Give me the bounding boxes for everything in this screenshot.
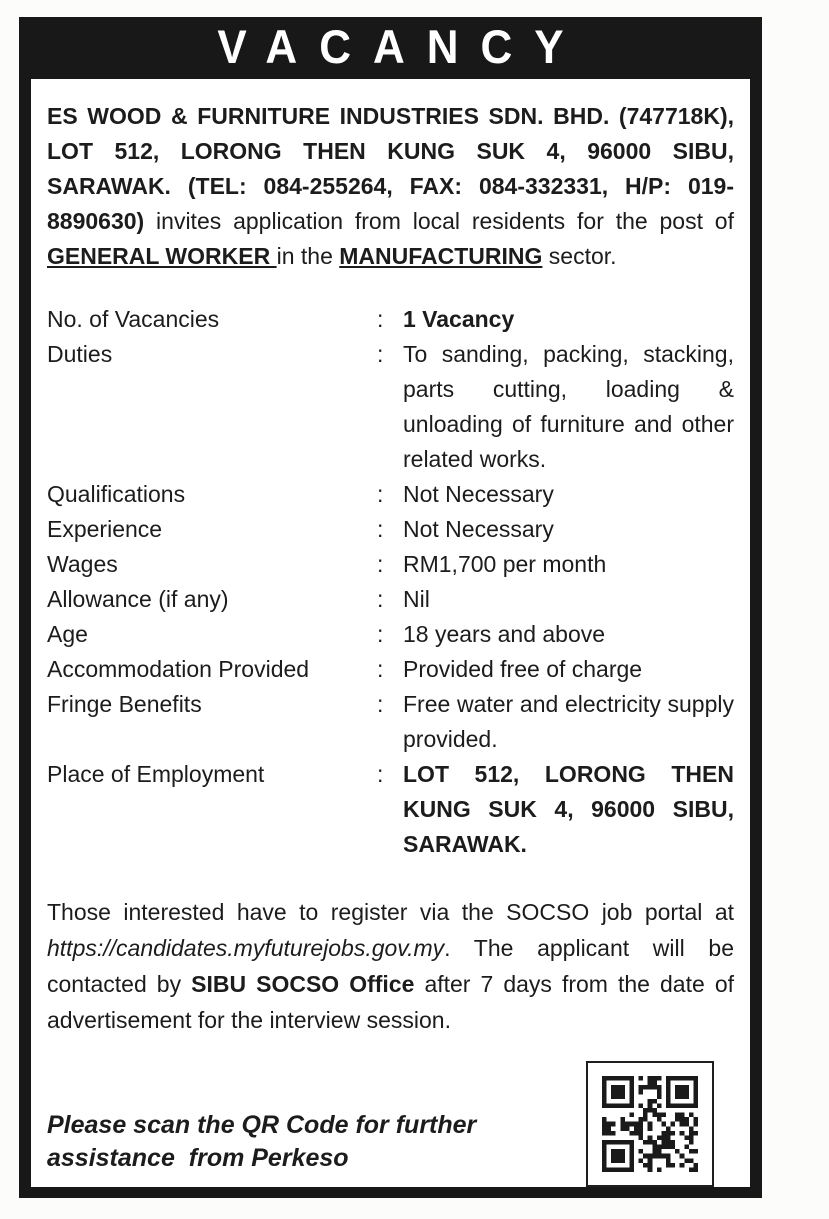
registration-text-2: . The applicant will be contacted by bbox=[47, 935, 734, 997]
detail-value: Free water and electricity supply provided. bbox=[403, 691, 734, 752]
detail-label: Age bbox=[47, 621, 88, 647]
detail-colon: : bbox=[377, 341, 384, 367]
detail-row bbox=[47, 652, 734, 687]
company-info: ES WOOD & FURNITURE INDUSTRIES SDN. BHD. (747718K), LOT 512, LORONG THEN KUNG SUK 4, 96000 SIBU, SARAWAK. (TEL: 084-255264, FAX: 084-332331, H/P: 019-8890630) bbox=[47, 103, 734, 234]
portal-url: https://candidates.myfuturejobs.gov.my bbox=[47, 935, 445, 961]
detail-row bbox=[47, 582, 734, 617]
detail-label: No. of Vacancies bbox=[47, 306, 220, 332]
position-title: GENERAL WORKER bbox=[47, 243, 277, 269]
detail-value: RM1,700 per month bbox=[403, 551, 607, 577]
detail-value: 18 years and above bbox=[403, 621, 606, 647]
registration-text-3: after 7 days from the date of advertisement for the interview session. bbox=[47, 971, 734, 1033]
detail-label: Place of Employment bbox=[47, 761, 265, 787]
detail-colon: : bbox=[377, 621, 384, 647]
detail-value: To sanding, packing, stacking, parts cutting, loading & unloading of furniture and other related works. bbox=[403, 341, 734, 472]
detail-row bbox=[47, 302, 734, 337]
detail-colon: : bbox=[377, 516, 384, 542]
vacancy-ad bbox=[19, 17, 762, 1198]
detail-row bbox=[47, 547, 734, 582]
registration-text-1: Those interested have to register via the SOCSO job portal at bbox=[47, 899, 734, 925]
detail-colon: : bbox=[377, 481, 384, 507]
detail-colon: : bbox=[377, 551, 384, 577]
detail-colon: : bbox=[377, 656, 384, 682]
detail-label: Experience bbox=[47, 516, 163, 542]
qr-code bbox=[602, 1076, 698, 1172]
detail-value: 1 Vacancy bbox=[403, 306, 515, 332]
detail-colon: : bbox=[377, 761, 384, 787]
detail-value: Nil bbox=[403, 586, 430, 612]
ad-body bbox=[31, 79, 750, 1187]
detail-label: Allowance (if any) bbox=[47, 586, 229, 612]
detail-row bbox=[47, 687, 734, 757]
qr-note-line-1: Please scan the QR Code for further bbox=[47, 1111, 477, 1139]
intro-text-1: invites application from local residents for the post of bbox=[144, 208, 734, 234]
detail-colon: : bbox=[377, 691, 384, 717]
intro-paragraph bbox=[47, 99, 734, 274]
detail-row bbox=[47, 512, 734, 547]
detail-label: Accommodation Provided bbox=[47, 656, 310, 682]
detail-row bbox=[47, 337, 734, 477]
detail-value: Not Necessary bbox=[403, 516, 554, 542]
detail-value: LOT 512, LORONG THEN KUNG SUK 4, 96000 SIBU, SARAWAK. bbox=[403, 761, 734, 857]
intro-text-2: in the bbox=[276, 243, 340, 269]
intro-text-3: sector. bbox=[542, 243, 617, 269]
details-list bbox=[47, 302, 734, 862]
qr-frame bbox=[586, 1061, 714, 1187]
detail-value: Not Necessary bbox=[403, 481, 554, 507]
detail-row bbox=[47, 757, 734, 862]
detail-value: Provided free of charge bbox=[403, 656, 643, 682]
ad-title: VACANCY bbox=[217, 21, 586, 74]
socso-office-name: SIBU SOCSO Office bbox=[191, 971, 415, 997]
sector-name: MANUFACTURING bbox=[339, 243, 543, 269]
detail-label: Qualifications bbox=[47, 481, 186, 507]
bottom-row bbox=[47, 1061, 734, 1187]
registration-paragraph bbox=[47, 894, 734, 1038]
detail-row bbox=[47, 477, 734, 512]
qr-note-line-2: assistance from Perkeso bbox=[47, 1144, 349, 1172]
detail-row bbox=[47, 617, 734, 652]
qr-note bbox=[47, 1109, 476, 1175]
detail-colon: : bbox=[377, 586, 384, 612]
ad-header bbox=[31, 17, 750, 79]
detail-label: Fringe Benefits bbox=[47, 691, 202, 717]
detail-label: Duties bbox=[47, 341, 113, 367]
detail-colon: : bbox=[377, 306, 384, 332]
detail-label: Wages bbox=[47, 551, 118, 577]
